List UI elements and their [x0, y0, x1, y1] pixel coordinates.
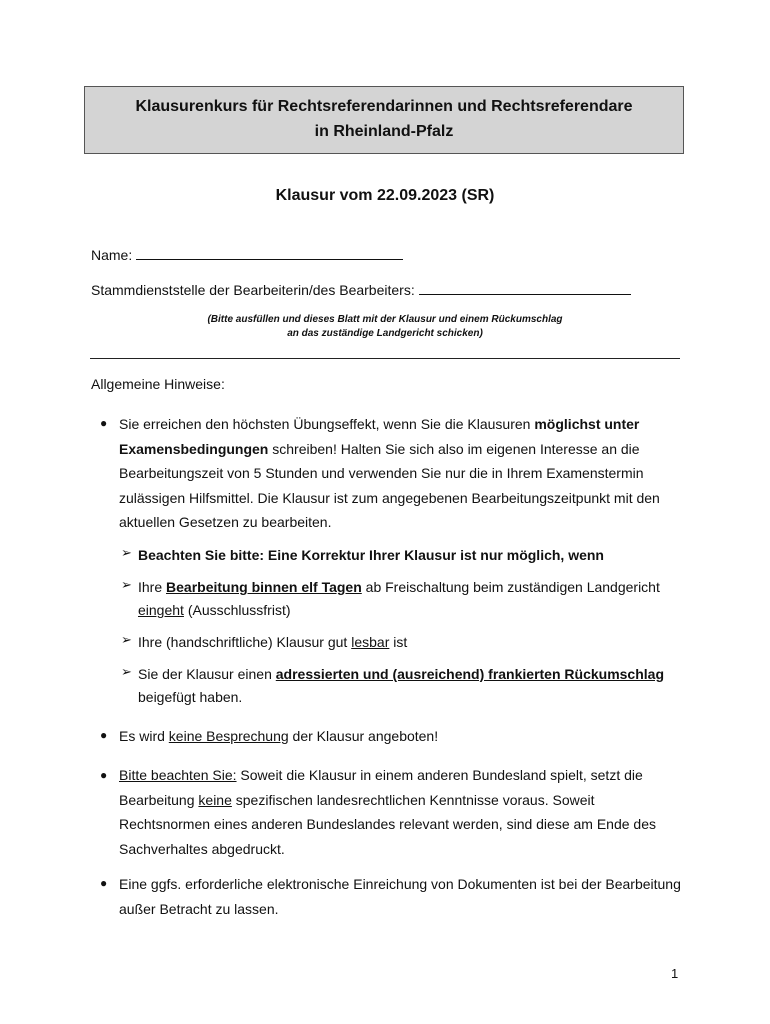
condition-intro-text: Beachten Sie bitte: Eine Korrektur Ihrer Klausur ist nur möglich, wenn	[138, 547, 604, 563]
bullet-3-underline: keine	[198, 791, 232, 808]
name-input-line[interactable]	[136, 246, 403, 260]
bullet-2-part: der Klausur angeboten!	[288, 728, 439, 744]
condition-2-underline: lesbar	[351, 634, 390, 650]
course-header	[84, 86, 684, 154]
bullet-1-emphasis: möglichst unter Examensbedingungen	[119, 416, 640, 457]
condition-3-part: Sie der Klausur einen	[138, 666, 276, 682]
bullet-4-part: Eine ggfs. erforderliche elektronische Einreichung von Dokumenten ist bei der Bearbeitung außer Betracht zu lassen.	[119, 876, 681, 917]
divider	[90, 358, 680, 359]
arrow-icon: ➢	[121, 664, 132, 679]
bullet-2-underline: keine Besprechung	[168, 728, 289, 744]
bullet-3-part: Soweit die Klausur in einem anderen Bundesland spielt, setzt die Bearbeitung	[119, 767, 643, 808]
condition-1-emphasis: Bearbeitung binnen elf Tagen	[166, 579, 362, 595]
condition-1	[138, 576, 688, 622]
condition-3-part: beigefügt haben.	[138, 689, 243, 705]
instruction-note	[0, 313, 770, 341]
bullet-3-underline: Bitte beachten Sie:	[119, 767, 237, 783]
bullet-3-text	[119, 763, 689, 861]
bullet-1-text	[119, 412, 689, 535]
bullet-3-part: spezifischen landesrechtlichen Kenntnisse voraus. Soweit Rechtsnormen eines anderen Bundeslandes relevant werden, sind diese am Ende des Sachverhaltes abgedruckt.	[119, 791, 657, 857]
name-field	[91, 246, 403, 263]
bullet-icon: ●	[100, 876, 108, 890]
arrow-icon: ➢	[121, 632, 132, 647]
arrow-icon: ➢	[121, 577, 132, 592]
exam-title: Klausur vom 22.09.2023 (SR)	[275, 187, 495, 204]
condition-1-underline: eingeht	[138, 602, 184, 618]
bullet-icon: ●	[100, 728, 108, 742]
bullet-icon: ●	[100, 416, 108, 430]
condition-2-part: ist	[389, 634, 408, 650]
general-notes-heading: Allgemeine Hinweise:	[91, 376, 225, 392]
bullet-2-text	[119, 724, 689, 749]
station-field	[91, 281, 631, 298]
condition-3	[138, 663, 688, 709]
condition-2	[138, 631, 688, 654]
condition-intro	[138, 544, 688, 567]
bullet-2-part: Es wird	[119, 728, 169, 744]
arrow-icon: ➢	[121, 545, 132, 560]
bullet-1-part: schreiben! Halten Sie sich also im eigenen Interesse an die Bearbeitungszeit von 5 Stunden und verwenden Sie nur die in Ihrem Examenstermin zulässigen Hilfsmittel. Die Klausur ist zum angegebenen Bearbeitungszeitpunkt mit den aktuellen Gesetzen zu bearbeiten.	[119, 440, 660, 530]
note-line2: an das zuständige Landgericht schicken)	[287, 328, 483, 339]
station-label: Stammdienststelle der Bearbeiterin/des Bearbeiters:	[91, 282, 415, 298]
course-title-line2: in Rheinland-Pfalz	[314, 123, 454, 140]
condition-2-part: Ihre (handschriftliche) Klausur gut	[138, 634, 352, 650]
name-label: Name:	[91, 247, 133, 263]
bullet-1-part: Sie erreichen den höchsten Übungseffekt, wenn Sie die Klausuren	[119, 416, 535, 432]
page-number: 1	[671, 966, 679, 981]
course-title-line1: Klausurenkurs für Rechtsreferendarinnen und Rechtsreferendare	[135, 98, 633, 115]
station-input-line[interactable]	[419, 281, 631, 295]
condition-1-part: (Ausschlussfrist)	[183, 602, 291, 618]
condition-1-part: ab Freischaltung beim zuständigen Landgericht	[361, 579, 660, 595]
bullet-icon: ●	[100, 768, 108, 782]
condition-1-part: Ihre	[138, 579, 167, 595]
bullet-4-text	[119, 872, 689, 921]
note-line1: (Bitte ausfüllen und dieses Blatt mit der Klausur und einem Rückumschlag	[207, 314, 563, 325]
condition-3-emphasis: adressierten und (ausreichend) frankierten Rückumschlag	[275, 666, 664, 682]
